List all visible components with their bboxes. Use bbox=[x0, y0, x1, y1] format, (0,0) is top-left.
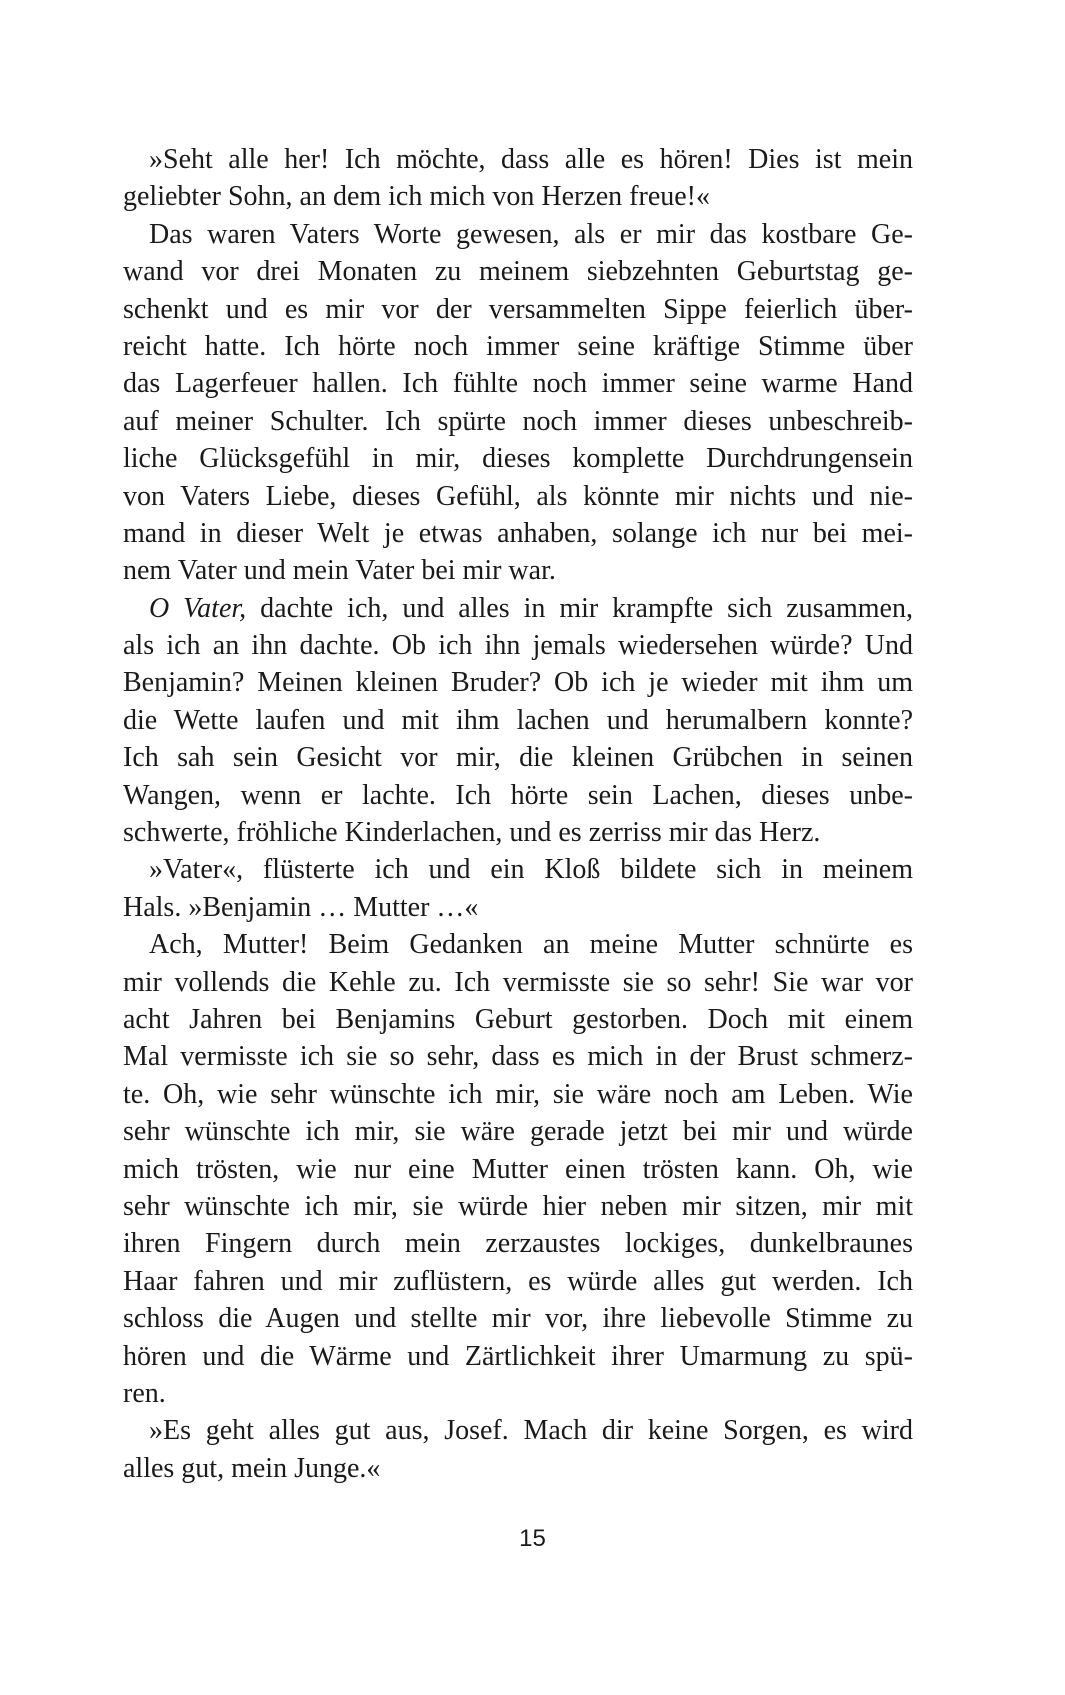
text-line bbox=[123, 141, 913, 178]
text-line bbox=[123, 440, 913, 477]
text-line bbox=[123, 1113, 913, 1150]
text-line bbox=[123, 664, 913, 701]
line-text: schenkt und es mir vor der versammelten Sippe feierlich über- bbox=[123, 293, 913, 325]
text-line bbox=[123, 1375, 913, 1412]
text-line bbox=[123, 926, 913, 963]
text-line bbox=[123, 1151, 913, 1188]
text-line bbox=[123, 1263, 913, 1300]
line-text: »Es geht alles gut aus, Josef. Mach dir keine Sorgen, es wird bbox=[149, 1415, 913, 1447]
line-text: acht Jahren bei Benjamins Geburt gestorben. Doch mit einem bbox=[123, 1003, 913, 1035]
text-line bbox=[123, 702, 913, 739]
italic-text: O Vater, bbox=[149, 592, 247, 624]
text-line bbox=[123, 1076, 913, 1113]
text-line bbox=[123, 1300, 913, 1337]
text-line bbox=[123, 777, 913, 814]
text-line bbox=[123, 590, 913, 627]
line-text: schloss die Augen und stellte mir vor, ihre liebevolle Stimme zu bbox=[123, 1303, 913, 1335]
line-text: alles gut, mein Junge.« bbox=[123, 1452, 381, 1484]
line-text: »Vater«, flüsterte ich und ein Kloß bildete sich in meinem bbox=[149, 854, 913, 886]
line-text: mand in dieser Welt je etwas anhaben, solange ich nur bei mei- bbox=[123, 517, 913, 549]
text-line bbox=[123, 889, 913, 926]
line-text: ren. bbox=[123, 1377, 166, 1409]
line-text: Haar fahren und mir zuflüstern, es würde alles gut werden. Ich bbox=[123, 1265, 913, 1297]
text-line bbox=[123, 253, 913, 290]
line-text: sehr wünschte ich mir, sie würde hier neben mir sitzen, mir mit bbox=[123, 1190, 913, 1222]
line-text: Hals. »Benjamin … Mutter …« bbox=[123, 891, 479, 923]
text-line bbox=[123, 552, 913, 589]
line-text: schwerte, fröhliche Kinderlachen, und es zerriss mir das Herz. bbox=[123, 817, 821, 849]
line-text: auf meiner Schulter. Ich spürte noch immer dieses unbeschreib- bbox=[123, 405, 913, 437]
text-line bbox=[123, 1338, 913, 1375]
line-text: liche Glücksgefühl in mir, dieses komplette Durchdrungensein bbox=[123, 443, 913, 475]
page-number: 15 bbox=[519, 1525, 546, 1552]
line-text: wand vor drei Monaten zu meinem siebzehnten Geburtstag ge- bbox=[123, 256, 913, 288]
text-line bbox=[123, 365, 913, 402]
text-line bbox=[123, 1225, 913, 1262]
line-text: das Lagerfeuer hallen. Ich fühlte noch immer seine warme Hand bbox=[123, 368, 913, 400]
line-text: Benjamin? Meinen kleinen Bruder? Ob ich je wieder mit ihm um bbox=[123, 667, 913, 699]
text-line bbox=[123, 739, 913, 776]
line-text: sehr wünschte ich mir, sie wäre gerade jetzt bei mir und würde bbox=[123, 1116, 913, 1148]
line-text: geliebter Sohn, an dem ich mich von Herzen freue!« bbox=[123, 181, 711, 213]
line-text: als ich an ihn dachte. Ob ich ihn jemals wiedersehen würde? Und bbox=[123, 630, 913, 662]
text-line bbox=[123, 964, 913, 1001]
text-line bbox=[123, 1450, 913, 1487]
text-line bbox=[123, 627, 913, 664]
line-text: mir vollends die Kehle zu. Ich vermisste sie so sehr! Sie war vor bbox=[123, 966, 913, 998]
text-line bbox=[123, 403, 913, 440]
line-text: Ich sah sein Gesicht vor mir, die kleinen Grübchen in seinen bbox=[123, 742, 913, 774]
line-text: dachte ich, und alles in mir krampfte sich zusammen, bbox=[246, 592, 913, 624]
text-line bbox=[123, 478, 913, 515]
text-line bbox=[123, 515, 913, 552]
text-line bbox=[123, 851, 913, 888]
line-text: reicht hatte. Ich hörte noch immer seine kräftige Stimme über bbox=[123, 330, 913, 362]
text-line bbox=[123, 216, 913, 253]
line-text: hören und die Wärme und Zärtlichkeit ihrer Umarmung zu spü- bbox=[123, 1340, 913, 1372]
text-line bbox=[123, 814, 913, 851]
line-text: te. Oh, wie sehr wünschte ich mir, sie wäre noch am Leben. Wie bbox=[123, 1078, 913, 1110]
line-text: »Seht alle her! Ich möchte, dass alle es hören! Dies ist mein bbox=[149, 144, 913, 175]
line-text: mich trösten, wie nur eine Mutter einen trösten kann. Oh, wie bbox=[123, 1153, 913, 1185]
text-line bbox=[123, 328, 913, 365]
line-text: von Vaters Liebe, dieses Gefühl, als könnte mir nichts und nie- bbox=[123, 480, 913, 512]
text-line bbox=[123, 291, 913, 328]
text-line bbox=[123, 1412, 913, 1449]
line-text: ihren Fingern durch mein zerzaustes lockiges, dunkelbraunes bbox=[123, 1228, 913, 1260]
line-text: nem Vater und mein Vater bei mir war. bbox=[123, 555, 556, 587]
text-line bbox=[123, 1001, 913, 1038]
line-text: Ach, Mutter! Beim Gedanken an meine Mutter schnürte es bbox=[149, 929, 913, 961]
line-text: Mal vermisste ich sie so sehr, dass es mich in der Brust schmerz- bbox=[123, 1041, 913, 1073]
text-line bbox=[123, 178, 913, 215]
body-text bbox=[123, 141, 913, 1487]
line-text: Wangen, wenn er lachte. Ich hörte sein Lachen, dieses unbe- bbox=[123, 779, 913, 811]
text-line bbox=[123, 1188, 913, 1225]
line-text: Das waren Vaters Worte gewesen, als er mir das kostbare Ge- bbox=[149, 218, 913, 250]
text-line bbox=[123, 1038, 913, 1075]
line-text: die Wette laufen und mit ihm lachen und herumalbern konnte? bbox=[123, 704, 913, 736]
